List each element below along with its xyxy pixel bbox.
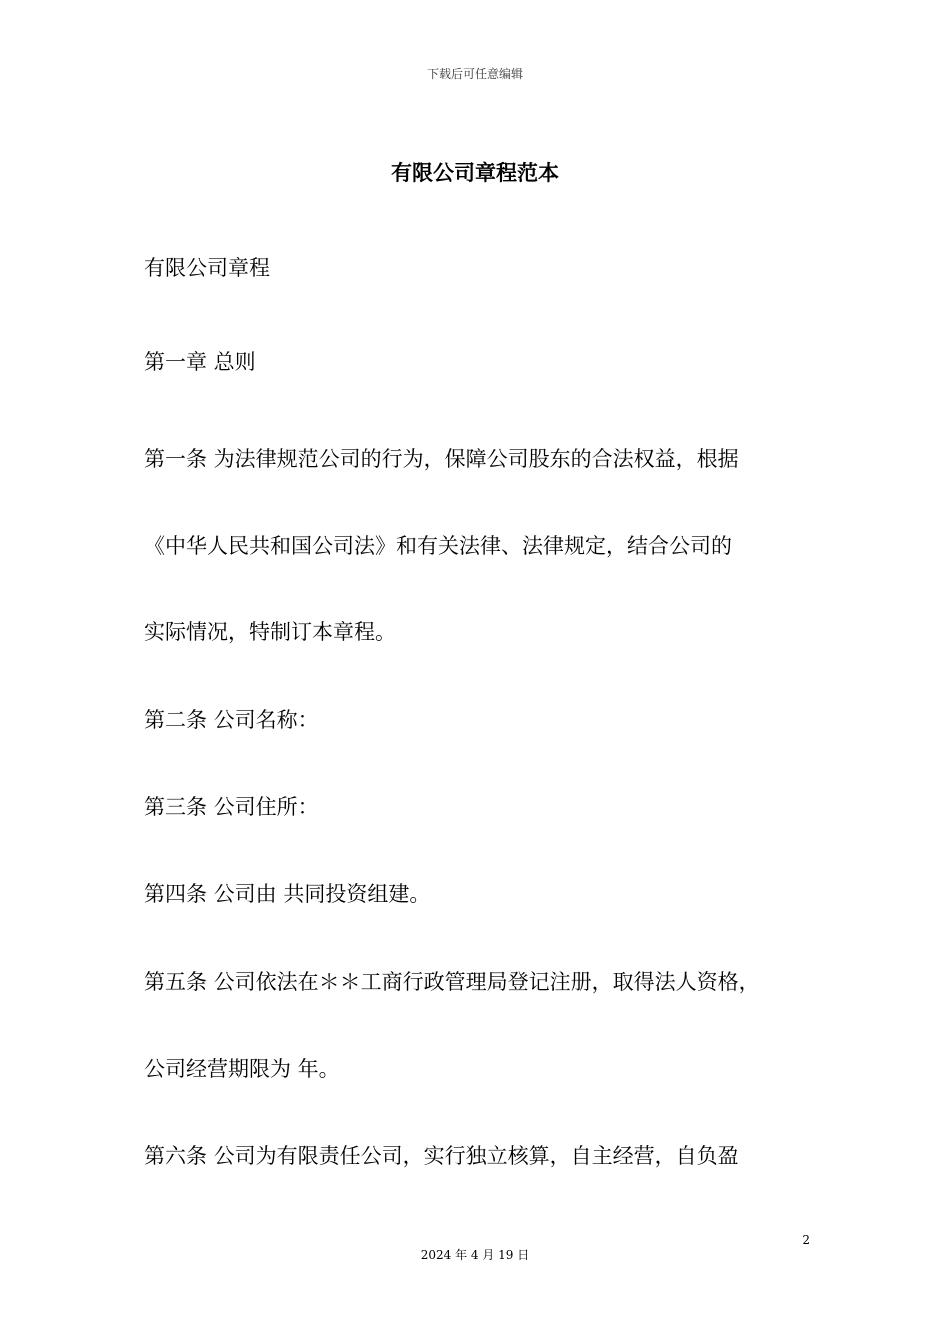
- document-title: 有限公司章程范本: [391, 161, 559, 185]
- doc-line: 第四条 公司由 共同投资组建。: [144, 882, 431, 906]
- doc-line: 第一条 为法律规范公司的行为，保障公司股东的合法权益，根据: [144, 447, 739, 471]
- doc-line: 实际情况，特制订本章程。: [144, 620, 396, 644]
- doc-line: 《中华人民共和国公司法》和有关法律、法律规定，结合公司的: [144, 534, 732, 558]
- doc-line: 第六条 公司为有限责任公司，实行独立核算，自主经营，自负盈: [144, 1144, 739, 1168]
- page-number: 2: [802, 1233, 810, 1247]
- doc-line: 第二条 公司名称：: [144, 708, 319, 732]
- footer-date: 2024 年 4 月 19 日: [420, 1248, 530, 1262]
- doc-line: 有限公司章程: [144, 256, 270, 280]
- doc-line: 第五条 公司依法在＊＊工商行政管理局登记注册，取得法人资格，: [144, 970, 760, 994]
- doc-line: 第三条 公司住所：: [144, 795, 319, 819]
- header-note: 下载后可任意编辑: [426, 67, 523, 81]
- doc-line: 第一章 总则: [144, 350, 256, 374]
- doc-line: 公司经营期限为 年。: [144, 1057, 340, 1081]
